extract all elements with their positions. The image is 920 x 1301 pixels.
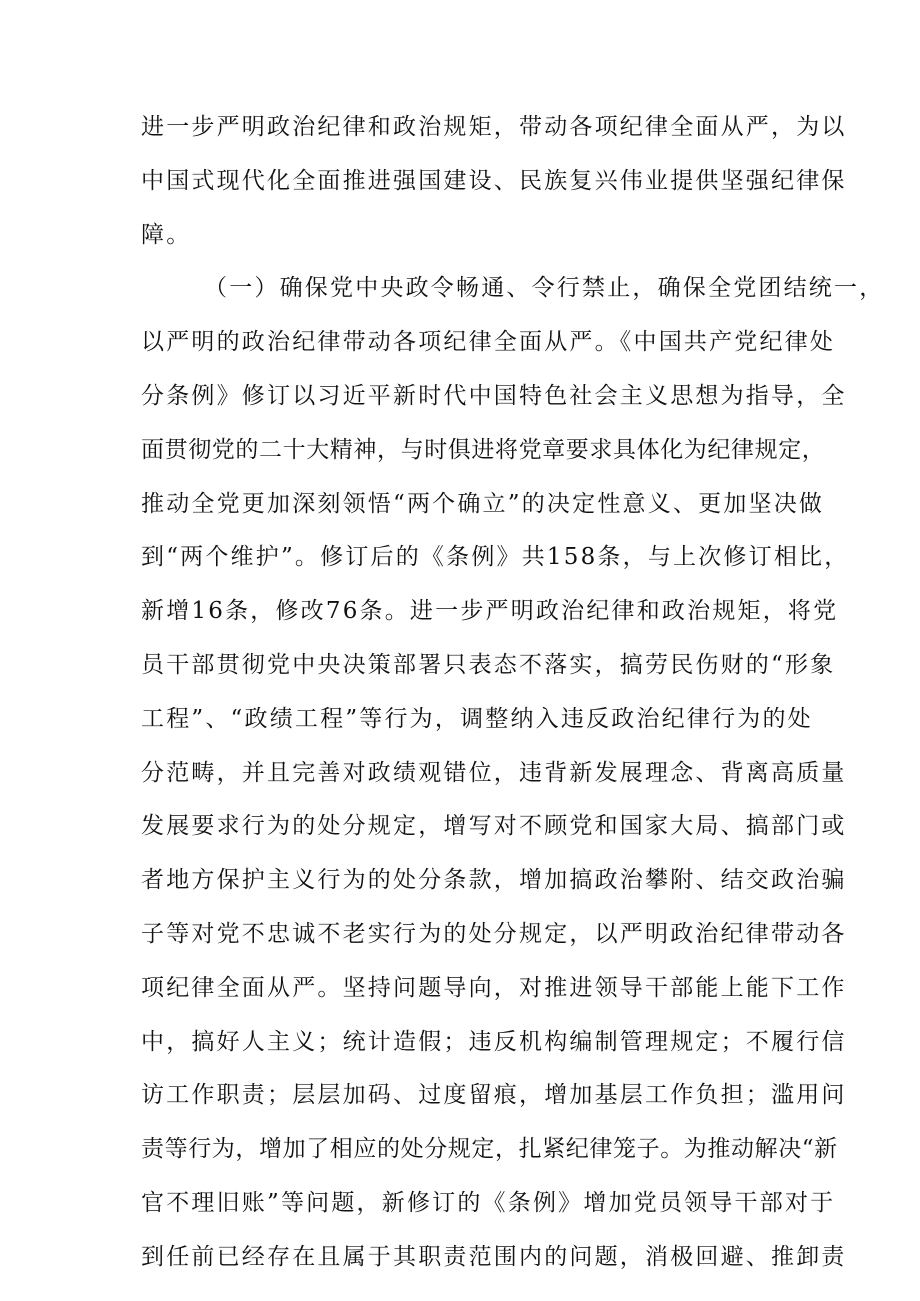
- text-line: 到“两个维护”。修订后的《条例》共158条，与上次修订相比，: [141, 544, 850, 571]
- text-line: 官不理旧账”等问题，新修订的《条例》增加党员领导干部对于: [141, 1189, 836, 1216]
- text-line: 项纪律全面从严。坚持问题导向，对推进领导干部能上能下工作: [141, 974, 847, 1001]
- text-line: 发展要求行为的处分规定，增写对不顾党和国家大局、搞部门或: [141, 813, 847, 840]
- text-line: 中国式现代化全面推进强国建设、民族复兴伟业提供坚强纪律保: [141, 167, 847, 194]
- text-line: 障。: [141, 221, 192, 248]
- text-line: 中，搞好人主义；统计造假；违反机构编制管理规定；不履行信: [141, 1028, 847, 1055]
- text-line: 新增16条，修改76条。进一步严明政治纪律和政治规矩，将党: [141, 598, 839, 625]
- text-line: 分条例》修订以习近平新时代中国特色社会主义思想为指导，全: [141, 382, 847, 409]
- text-line: 访工作职责；层层加码、过度留痕，增加基层工作负担；滥用问: [141, 1082, 847, 1109]
- text-line: 责等行为，增加了相应的处分规定，扎紧纪律笼子。为推动解决“新: [141, 1136, 838, 1163]
- text-line: 分范畴，并且完善对政绩观错位，违背新发展理念、背离高质量: [141, 759, 847, 786]
- text-line: 工程”、“政绩工程”等行为，调整纳入违反政治纪律行为的处: [141, 705, 813, 732]
- text-line: 到任前已经存在且属于其职责范围内的问题，消极回避、推卸责: [141, 1243, 847, 1270]
- section-heading-line: （一）确保党中央政令畅通、令行禁止，确保全党团结统一，: [204, 275, 885, 302]
- text-line: 者地方保护主义行为的处分条款，增加搞政治攀附、结交政治骗: [141, 867, 847, 894]
- text-line: 进一步严明政治纪律和政治规矩，带动各项纪律全面从严，为以: [141, 114, 847, 140]
- text-line: 面贯彻党的二十大精神，与时俱进将党章要求具体化为纪律规定，: [141, 436, 826, 463]
- text-line: 员干部贯彻党中央决策部署只表态不落实，搞劳民伤财的“形象: [141, 651, 836, 678]
- text-line: 以严明的政治纪律带动各项纪律全面从严。《中国共产党纪律处: [141, 329, 836, 356]
- text-line: 子等对党不忠诚不老实行为的处分规定，以严明政治纪律带动各: [141, 920, 847, 947]
- text-line: 推动全党更加深刻领悟“两个确立”的决定性意义、更加坚决做: [141, 490, 825, 517]
- document-body: [141, 101, 885, 1285]
